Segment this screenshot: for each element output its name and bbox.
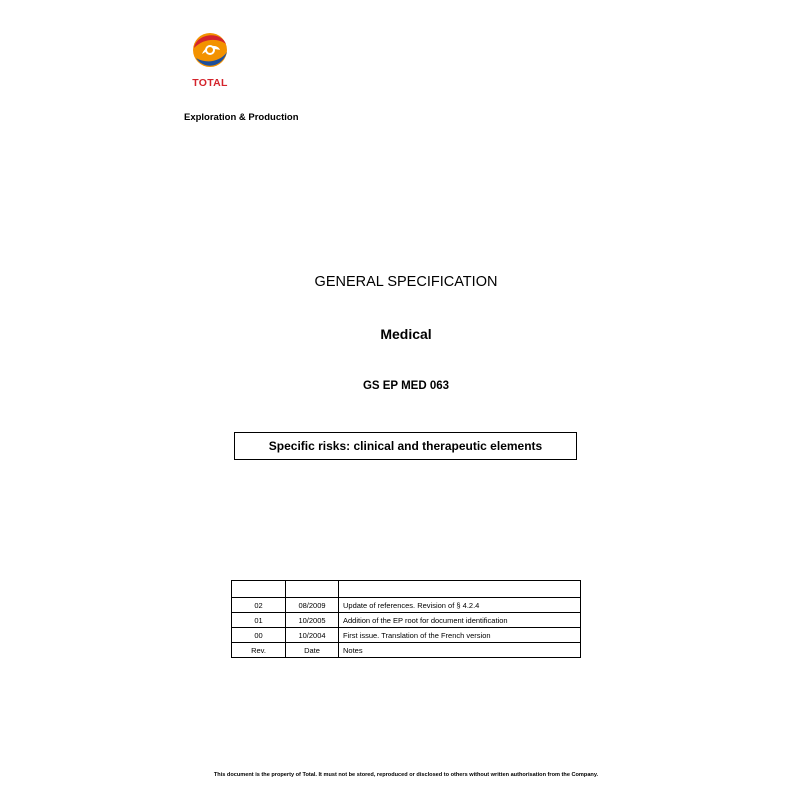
revision-table <box>231 580 581 658</box>
rev-cell: 02 <box>232 598 286 613</box>
rev-cell: 01 <box>232 613 286 628</box>
document-title <box>234 432 577 460</box>
table-cell <box>232 581 286 598</box>
rev-cell: 00 <box>232 628 286 643</box>
table-cell <box>339 581 581 598</box>
table-row-empty <box>232 581 581 598</box>
table-row <box>232 598 581 613</box>
notes-header: Notes <box>339 643 581 658</box>
table-cell <box>286 581 339 598</box>
confidentiality-footer: This document is the property of Total. It must not be stored, reproduced or disclosed to others without written authorisation from the Company. <box>213 772 599 778</box>
document-number: GS EP MED 063 <box>362 380 450 392</box>
date-header: Date <box>286 643 339 658</box>
document-type: GENERAL SPECIFICATION <box>314 274 498 290</box>
date-cell: 10/2004 <box>286 628 339 643</box>
notes-cell: Update of references. Revision of § 4.2.4 <box>339 598 581 613</box>
division-label: Exploration & Production <box>184 112 299 123</box>
table-header-row <box>232 643 581 658</box>
notes-cell: First issue. Translation of the French version <box>339 628 581 643</box>
date-cell: 10/2005 <box>286 613 339 628</box>
brand-name: TOTAL <box>192 77 228 89</box>
date-cell: 08/2009 <box>286 598 339 613</box>
document-subject: Medical <box>380 326 432 342</box>
rev-header: Rev. <box>232 643 286 658</box>
document-title-text: Specific risks: clinical and therapeutic elements <box>268 439 543 453</box>
notes-cell: Addition of the EP root for document identification <box>339 613 581 628</box>
table-row <box>232 628 581 643</box>
table-row <box>232 613 581 628</box>
